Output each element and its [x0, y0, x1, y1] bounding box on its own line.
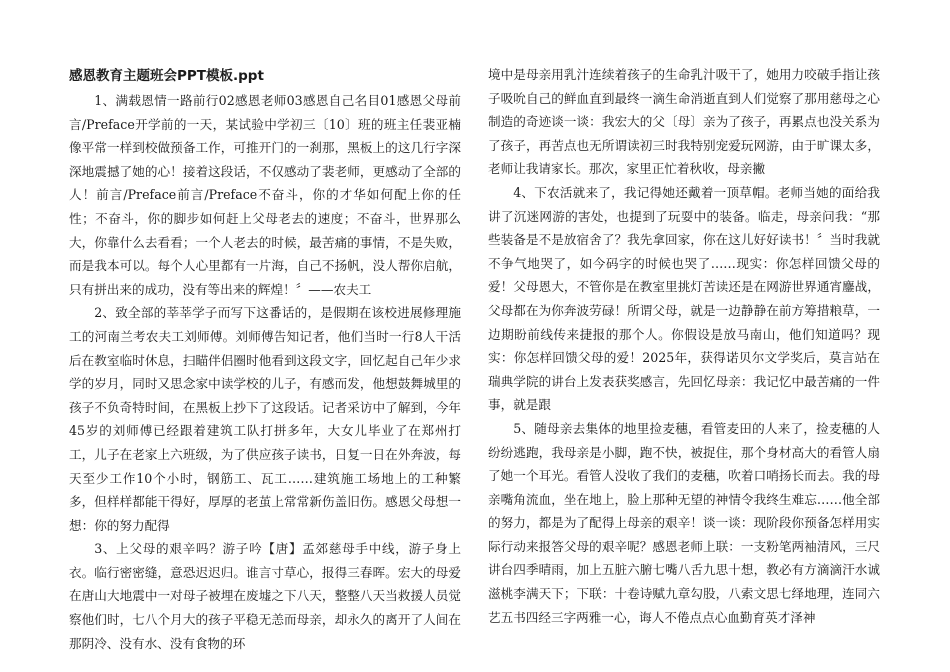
paragraph-3: 3、上父母的艰辛吗？游子吟【唐】孟郊慈母手中线，游子身上衣。临行密密缝，意恐迟迟归。谁言寸草心，报得三春晖。宏大的母爱在唐山大地震中一对母子被埋在废墟之下八天，整整八天当救援人员觉察他们时，七八个月大的孩子平稳无恙而母亲，却永久的离开了人间在那阴冷、没有水、没有食物的环: [69, 541, 461, 651]
paragraph-3-continued: 境中是母亲用乳汁连续着孩子的生命乳汁吸干了，她用力咬破手指让孩子吸吮自己的鲜血直到最终一滴生命消逝直到人们觉察了那用慈母之心制造的奇迹谈一谈：我宏大的父〔母〕亲为了孩子，再累点也没关系为了孩子，再苦点也无所谓读初三时我特别宠爱玩网游，由于旷课太多，老师让我请家长。那次，家里正忙着秋收，母亲撇: [488, 67, 880, 177]
paragraph-4: 4、下农活就来了，我记得她还戴着一顶草帽。老师当她的面给我讲了沉迷网游的害处，也提到了玩耍中的装备。临走，母亲问我：“那些装备是不是放宿舍了？我先拿回家，你在这儿好好读书！〞当时我就不争气地哭了，如今码字的时候也哭了……现实：你怎样回馈父母的爱！父母恩大，不管你是在教室里挑灯苦读还是在网游世界通宵鏖战，父母都在为你奔波劳碌！所谓父母，就是一边静静在前方筹措粮草，一边期盼前线传来捷报的那个人。你假设是放马南山，他们知道吗？现实：你怎样回馈父母的爱！2025年，获得诺贝尔文学奖后，莫言站在瑞典学院的讲台上发表获奖感言，先回忆母亲：我记忆中最苦痛的一件事，就是跟: [488, 184, 880, 413]
paragraph-2: 2、致全部的莘莘学子而写下这番话的，是假期在该校进展修理施工的河南兰考农夫工刘师傅。刘师傅告知记者，他们当时一行8人干活后在教室临时休息，扫瞄伴侣圈时他看到这段文字，回忆起自己年少求学的岁月，同时又思念家中读学校的儿子，有感而发，他想鼓舞城里的孩子不负奇特时间，在黑板上抄下了这段话。记者采访中了解到，今年45岁的刘师傅已经跟着建筑工队打拼多年，大女儿毕业了在郑州打工，儿子在老家上六班级，为了供应孩子读书，日复一日在外奔波，每天至少工作10个小时，钢筋工、瓦工……建筑施工场地上的工种繁多，但样样都能干得好，厚厚的老茧上常常新伤盖旧伤。感恩父母想一想：你的努力配得: [69, 305, 461, 533]
left-column: [69, 66, 461, 655]
document-title: 感恩教育主题班会PPT模板.ppt: [69, 68, 264, 84]
paragraph-1: 1、满载恩情一路前行02感恩老师03感恩自己名目01感恩父母前言/Preface开学前的一天，某试验中学初三〔10〕班的班主任裴亚楠像平常一样到校做预备工作，可推开门的一刹那，黑板上的这几行字深深地震撼了她的心！接着这段话，不仅感动了裴老师，更感动了全部的人！前言/Preface前言/Preface不奋斗，你的才华如何配上你的任性；不奋斗，你的脚步如何赶上父母老去的速度；不奋斗，世界那么大，你靠什么去看看；一个人老去的时候，最苦痛的事情，不是失败，而是我本可以。每个人心里都有一片海，自己不扬帆，没人帮你启航，只有拼出来的成功，没有等出来的辉煌！〞——农夫工: [69, 93, 461, 297]
paragraph-5: 5、随母亲去集体的地里捡麦穗，看管麦田的人来了，捡麦穗的人纷纷逃跑，我母亲是小脚，跑不快，被捉住，那个身材高大的看管人扇了她一个耳光。看管人没收了我们的麦穗，吹着口哨扬长而去。我的母亲嘴角流血，坐在地上，脸上那种无望的神情令我终生难忘……他全部的努力，都是为了配得上母亲的艰辛！谈一谈：现阶段你预备怎样用实际行动来报答父母的艰辛呢？感恩老师上联：一支粉笔两袖清风，三尺讲台四季晴雨，加上五脏六腑七嘴八舌九思十想，教必有方滴滴汗水诚滋桃李满天下；下联：十卷诗赋九章勾股，八索文思七绎地理，连同六艺五书四经三字两雅一心，诲人不倦点点心血勤育英才泽神: [488, 420, 880, 625]
right-column: [488, 63, 880, 629]
